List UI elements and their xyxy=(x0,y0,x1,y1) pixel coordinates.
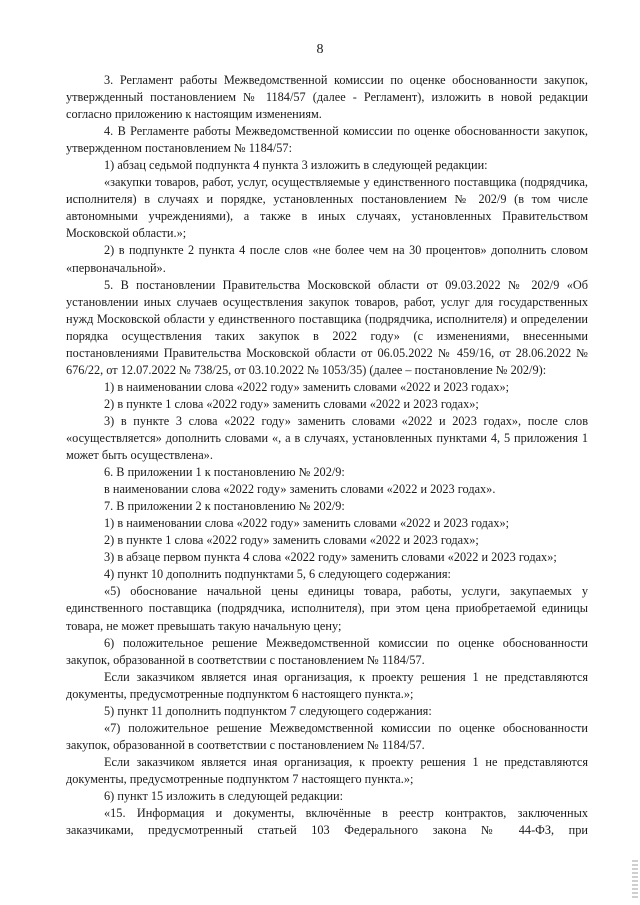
document-body xyxy=(66,72,588,839)
paragraph: 2) в пункте 1 слова «2022 году» заменить словами «2022 и 2023 годах»; xyxy=(104,396,479,411)
paragraph: в наименовании слова «2022 году» заменить словами «2022 и 2023 годах». xyxy=(104,482,496,497)
paragraph: 3) в абзаце первом пункта 4 слова «2022 году» заменить словами «2022 и 2023 годах»; xyxy=(104,550,557,565)
paragraph: 1) в наименовании слова «2022 году» заменить словами «2022 и 2023 годах»; xyxy=(104,516,510,531)
paragraph: 3. Регламент работы Межведомственной комиссии по оценке обоснованности закупок, утвержденный постановлением № 1184/57 (далее - Регламент), изложить в новой редакции согласно приложению к настоящим изменениям. xyxy=(66,73,588,122)
paragraph: Если заказчиком является иная организация, к проекту решения 1 не представляются документы, предусмотренные подпунктом 7 настоящего пункта.»; xyxy=(66,754,588,786)
paragraph: «закупки товаров, работ, услуг, осуществляемые у единственного поставщика (подрядчика, исполнителя) в случаях и порядке, установленных постановлением № 202/9 (в том числе автономными учреждениями), а также в иных случаях, установленных Правительством Московской области.»; xyxy=(66,175,588,241)
paragraph: 6) пункт 15 изложить в следующей редакции: xyxy=(104,788,344,803)
paragraph: 3) в пункте 3 слова «2022 году» заменить словами «2022 и 2023 годах», после слов «осуществляется» дополнить словами «, а в случаях, установленных пунктами 4, 5 приложения 1 может быть осуществлена». xyxy=(66,413,588,463)
paragraph: «7) положительное решение Межведомственной комиссии по оценке обоснованности закупок, образованной в соответствии с постановлением № 1184/57. xyxy=(66,720,588,752)
paragraph: 6) положительное решение Межведомственной комиссии по оценке обоснованности закупок, образованной в соответствии с постановлением № 1184/57. xyxy=(66,635,588,667)
paragraph: 4) пункт 10 дополнить подпунктами 5, 6 следующего содержания: xyxy=(104,567,451,582)
paragraph: 5. В постановлении Правительства Московской области от 09.03.2022 № 202/9 «Об установлении иных случаев осуществления закупок товаров, работ, услуг для государственных нужд Московской области у единственного поставщика (подрядчика, исполнителя) и определении порядка осуществления таких закупок в 2022 году» (с изменениями, внесенными постановлениями Правительства Московской области от 06.05.2022 № 459/16, от 28.06.2022 № 676/22, от 12.07.2022 № 738/25, от 03.10.2022 № 1053/35) (далее – постановление № 202/9): xyxy=(66,277,588,377)
paragraph: «5) обоснование начальной цены единицы товара, работы, услуги, закупаемых у единственного поставщика (подрядчика, исполнителя), при этом цена приобретаемой единицы товара, не может превышать такую начальную цену; xyxy=(66,584,588,633)
scan-margin-mark xyxy=(632,860,638,900)
paragraph: 6. В приложении 1 к постановлению № 202/9: xyxy=(104,465,345,480)
paragraph: 2) в подпункте 2 пункта 4 после слов «не более чем на 30 процентов» дополнить словом «первоначальной». xyxy=(66,243,588,275)
paragraph: 2) в пункте 1 слова «2022 году» заменить словами «2022 и 2023 годах»; xyxy=(104,533,479,548)
paragraph: 4. В Регламенте работы Межведомственной комиссии по оценке обоснованности закупок, утвержденном постановлением № 1184/57: xyxy=(66,124,588,156)
paragraph: 1) в наименовании слова «2022 году» заменить словами «2022 и 2023 годах»; xyxy=(104,379,510,394)
paragraph: 5) пункт 11 дополнить подпунктом 7 следующего содержания: xyxy=(104,703,432,718)
paragraph: 7. В приложении 2 к постановлению № 202/9: xyxy=(104,499,345,514)
page-number: 8 xyxy=(316,42,324,57)
paragraph-continued: «15. Информация и документы, включённые в реестр контрактов, заключенных заказчиками, предусмотренный статьей 103 Федерального закона № 44-ФЗ, при xyxy=(66,806,588,838)
paragraph: Если заказчиком является иная организация, к проекту решения 1 не представляются документы, предусмотренные подпунктом 6 настоящего пункта.»; xyxy=(66,669,588,701)
paragraph: 1) абзац седьмой подпункта 4 пункта 3 изложить в следующей редакции: xyxy=(104,158,488,173)
